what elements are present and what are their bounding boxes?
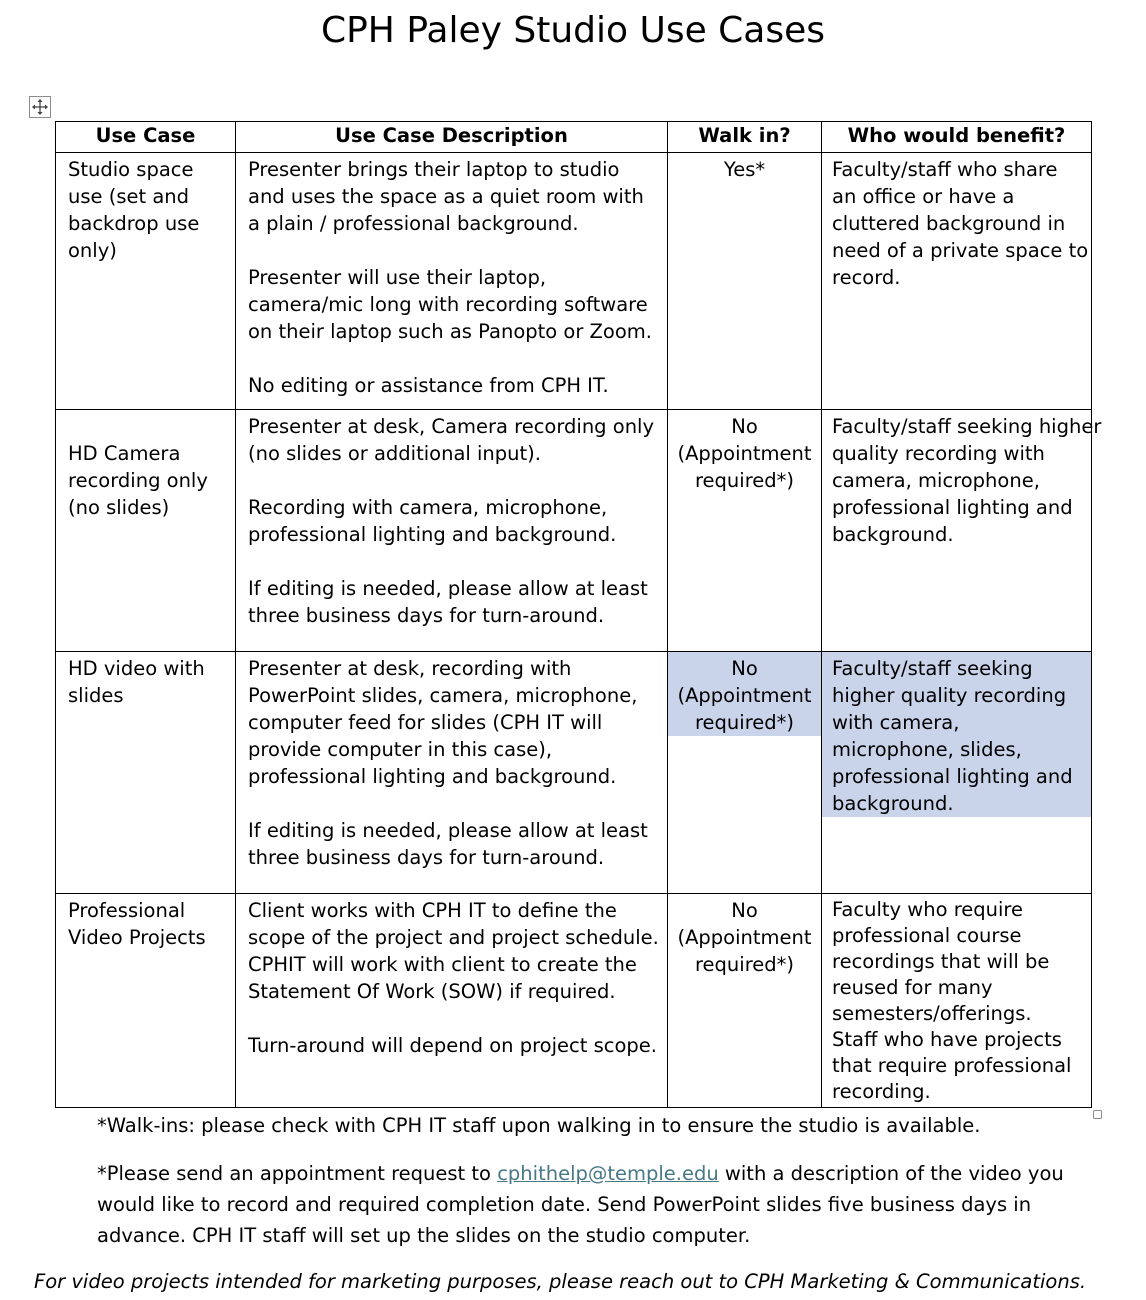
- benefit-line: higher quality recording: [832, 684, 1067, 707]
- benefit-cell: [822, 652, 1092, 894]
- benefit-line: with camera,: [832, 711, 960, 734]
- use-case-text: Professional Video Projects: [68, 899, 206, 949]
- walk-in-value: No: [731, 415, 758, 438]
- benefit-line: camera, microphone,: [832, 469, 1040, 492]
- walk-in-footnote: *Walk-ins: please check with CPH IT staff upon walking in to ensure the studio is available.: [97, 1114, 981, 1137]
- benefit-highlight: [822, 652, 1091, 817]
- walk-in-value: Yes*: [723, 158, 766, 181]
- benefit-cell: [822, 153, 1092, 410]
- benefit-line: background.: [832, 792, 954, 815]
- email-link[interactable]: cphithelp@temple.edu: [497, 1162, 719, 1185]
- description-paragraph: Presenter at desk, recording with PowerPoint slides, camera, microphone, computer feed for slides (CPH IT will provide computer in this case), professional lighting and background.: [248, 657, 638, 788]
- table-header-row: [56, 122, 1092, 153]
- description-paragraph: If editing is needed, please allow at least three business days for turn-around.: [248, 577, 648, 627]
- walk-in-value: No: [731, 657, 758, 680]
- benefit-line: an office or have a: [832, 185, 1015, 208]
- description-cell: [236, 410, 668, 652]
- description-paragraph: No editing or assistance from CPH IT.: [248, 374, 609, 397]
- use-case-cell: [56, 153, 236, 410]
- use-case-cell: [56, 894, 236, 1108]
- description-paragraph: Client works with CPH IT to define the scope of the project and project schedule. CPHIT will work with client to create the Statement Of Work (SOW) if required.: [248, 899, 659, 1003]
- description-paragraph: Presenter brings their laptop to studio and uses the space as a quiet room with a plain / professional background.: [248, 158, 644, 235]
- benefit-line: recordings that will be: [832, 950, 1050, 973]
- walk-in-value: No: [731, 899, 758, 922]
- benefit-line: professional lighting and: [832, 496, 1073, 519]
- appointment-text-suffix: with a description of the video you would like to record and required completion date. Send PowerPoint slides five business days in advance. CPH IT staff will set up the slides on the studio computer.: [97, 1162, 1064, 1247]
- use-case-text: HD video with slides: [68, 657, 205, 707]
- benefit-line: semesters/offerings.: [832, 1002, 1032, 1025]
- benefit-line: background.: [832, 523, 954, 546]
- walk-in-highlight: [668, 652, 821, 736]
- description-paragraph: If editing is needed, please allow at least three business days for turn-around.: [248, 819, 648, 869]
- benefit-line: Faculty/staff seeking higher: [832, 415, 1102, 438]
- description-paragraph: Presenter at desk, Camera recording only (no slides or additional input).: [248, 415, 655, 465]
- benefit-line: Faculty/staff seeking: [832, 657, 1033, 680]
- description-cell: [236, 652, 668, 894]
- benefit-line: professional lighting and: [832, 765, 1073, 788]
- walk-in-note: (Appointment required*): [677, 926, 812, 976]
- benefit-line: that require professional: [832, 1054, 1072, 1077]
- description-paragraph: Turn-around will depend on project scope.: [248, 1034, 657, 1057]
- description-paragraph: Recording with camera, microphone, professional lighting and background.: [248, 496, 617, 546]
- use-case-text: HD Camera recording only (no slides): [68, 442, 208, 519]
- benefit-line: record.: [832, 266, 901, 289]
- benefit-line: Staff who have projects: [832, 1028, 1062, 1051]
- table-row: [56, 410, 1092, 652]
- description-paragraph: Presenter will use their laptop, camera/mic long with recording software on their laptop such as Panopto or Zoom.: [248, 266, 652, 343]
- walk-in-note: (Appointment required*): [677, 684, 812, 734]
- walk-in-cell: [668, 894, 822, 1108]
- walk-in-cell: [668, 153, 822, 410]
- table-row: [56, 153, 1092, 410]
- benefit-line: Faculty who require: [832, 898, 1024, 921]
- description-cell: [236, 894, 668, 1108]
- appointment-text-prefix: *Please send an appointment request to: [97, 1162, 498, 1185]
- benefit-cell: [822, 410, 1102, 652]
- description-cell: [236, 153, 668, 410]
- walk-in-cell: [668, 652, 822, 894]
- header-use-case: Use Case: [56, 122, 236, 153]
- benefit-line: need of a private space to: [832, 239, 1089, 262]
- benefit-line: quality recording with: [832, 442, 1045, 465]
- table-row: [56, 894, 1092, 1108]
- table-row: [56, 652, 1092, 894]
- benefit-line: recording.: [832, 1080, 931, 1103]
- use-case-table: [55, 121, 1102, 1108]
- header-walk-in: Walk in?: [668, 122, 822, 153]
- walk-in-cell: [668, 410, 822, 652]
- benefit-line: cluttered background in: [832, 212, 1066, 235]
- benefit-cell: [822, 894, 1092, 1108]
- benefit-line: microphone, slides,: [832, 738, 1022, 761]
- use-case-text: Studio space use (set and backdrop use only): [68, 158, 200, 262]
- table-move-handle-icon[interactable]: [29, 96, 51, 118]
- walk-in-note: (Appointment required*): [677, 442, 812, 492]
- benefit-line: Faculty/staff who share: [832, 158, 1058, 181]
- benefit-line: reused for many: [832, 976, 993, 999]
- appointment-footnote: [97, 1158, 1117, 1251]
- header-benefit: Who would benefit?: [822, 122, 1092, 153]
- benefit-line: professional course: [832, 924, 1022, 947]
- header-description: Use Case Description: [236, 122, 668, 153]
- page-title: CPH Paley Studio Use Cases: [320, 10, 826, 51]
- use-case-cell: [56, 652, 236, 894]
- use-case-cell: [56, 410, 236, 652]
- marketing-note: For video projects intended for marketing purposes, please reach out to CPH Marketing & Communications.: [34, 1270, 1087, 1293]
